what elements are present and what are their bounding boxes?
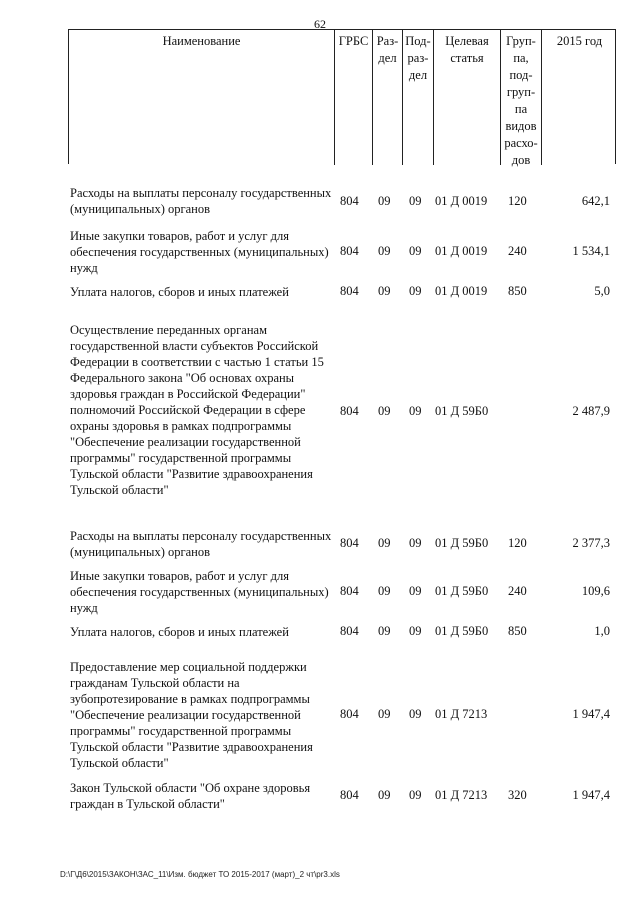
row-name: Закон Тульской области "Об охране здоровья граждан в Тульской области": [70, 781, 311, 811]
row-podrazdel: 09: [409, 624, 422, 638]
table-header: [68, 29, 616, 167]
row-grbs: 804: [340, 707, 359, 721]
row-target: 01 Д 7213: [435, 707, 488, 721]
row-grbs: 804: [340, 584, 359, 598]
row-target: 01 Д 0019: [435, 284, 488, 298]
row-amount: 5,0: [594, 284, 610, 298]
row-target: 01 Д 0019: [435, 194, 488, 208]
row-razdel: 09: [378, 244, 391, 258]
row-razdel: 09: [378, 584, 391, 598]
page-number: 62: [314, 17, 326, 31]
row-grbs: 804: [340, 536, 359, 550]
row-target: 01 Д 59Б0: [435, 404, 489, 418]
row-target: 01 Д 59Б0: [435, 624, 489, 638]
row-podrazdel: 09: [409, 244, 422, 258]
row-amount: 2 377,3: [572, 536, 610, 550]
row-podrazdel: 09: [409, 284, 422, 298]
row-grbs: 804: [340, 284, 359, 298]
header-group: Груп- па, под- груп- па видов расхо- дов: [500, 30, 541, 165]
row-podrazdel: 09: [409, 536, 422, 550]
row-amount: 2 487,9: [572, 404, 610, 418]
row-target: 01 Д 59Б0: [435, 536, 489, 550]
row-group: 120: [508, 536, 527, 550]
row-amount: 1 534,1: [572, 244, 610, 258]
row-grbs: 804: [340, 788, 359, 802]
row-group: 120: [508, 194, 527, 208]
row-group: 240: [508, 244, 527, 258]
row-podrazdel: 09: [409, 788, 422, 802]
row-group: 240: [508, 584, 527, 598]
row-podrazdel: 09: [409, 404, 422, 418]
row-group: 320: [508, 788, 527, 802]
row-name: Иные закупки товаров, работ и услуг для обеспечения государственных (муниципальных) нужд: [70, 229, 329, 275]
header-name: Наименование: [162, 34, 241, 48]
row-razdel: 09: [378, 194, 391, 208]
row-amount: 642,1: [581, 194, 610, 208]
row-name: Уплата налогов, сборов и иных платежей: [70, 625, 289, 639]
header-razdel: Раз- дел: [372, 30, 402, 165]
row-grbs: 804: [340, 404, 359, 418]
row-name: Осуществление переданных органам государственной власти субъектов Российской Федерации в соответствии с частью 1 статьи 15 Федерального закона "Об основах охраны здоровья граждан в Российской Федерации" полномочий Российской Федерации в сфере охраны здоровья в рамках подпрограммы "Обеспечение реализации государственной программы" государственной программы Тульской области "Развитие здравоохранения Тульской области": [70, 323, 324, 497]
header-target: Целевая статья: [433, 30, 500, 165]
file-path-footer: D:\Г\Д6\2015\ЗАКОН\ЗАС_11\Изм. бюджет ТО 2015-2017 (март)_2 чт\pr3.xls: [60, 870, 340, 879]
row-group: 850: [508, 284, 527, 298]
row-grbs: 804: [340, 244, 359, 258]
row-amount: 1,0: [594, 624, 610, 638]
row-amount: 1 947,4: [572, 788, 610, 802]
header-year: 2015 год: [541, 30, 617, 165]
header-grbs: ГРБС: [334, 30, 372, 165]
row-name: Предоставление мер социальной поддержки гражданам Тульской области на зубопротезирование в рамках подпрограммы "Обеспечение реализации государственной программы" государственной программы Тульской области "Развитие здравоохранения Тульской области": [70, 660, 313, 770]
row-grbs: 804: [340, 624, 359, 638]
header-podrazdel: Под- раз- дел: [402, 30, 433, 165]
row-name: Расходы на выплаты персоналу государственных (муниципальных) органов: [70, 529, 332, 559]
row-amount: 109,6: [581, 584, 610, 598]
row-name: Иные закупки товаров, работ и услуг для обеспечения государственных (муниципальных) нужд: [70, 569, 329, 615]
row-name: Расходы на выплаты персоналу государственных (муниципальных) органов: [70, 186, 332, 216]
row-podrazdel: 09: [409, 707, 422, 721]
row-target: 01 Д 0019: [435, 244, 488, 258]
row-podrazdel: 09: [409, 584, 422, 598]
row-razdel: 09: [378, 788, 391, 802]
row-group: 850: [508, 624, 527, 638]
row-razdel: 09: [378, 536, 391, 550]
row-target: 01 Д 59Б0: [435, 584, 489, 598]
row-name: Уплата налогов, сборов и иных платежей: [70, 285, 289, 299]
row-amount: 1 947,4: [572, 707, 610, 721]
row-razdel: 09: [378, 404, 391, 418]
row-razdel: 09: [378, 624, 391, 638]
row-razdel: 09: [378, 707, 391, 721]
row-podrazdel: 09: [409, 194, 422, 208]
row-razdel: 09: [378, 284, 391, 298]
row-target: 01 Д 7213: [435, 788, 488, 802]
row-grbs: 804: [340, 194, 359, 208]
